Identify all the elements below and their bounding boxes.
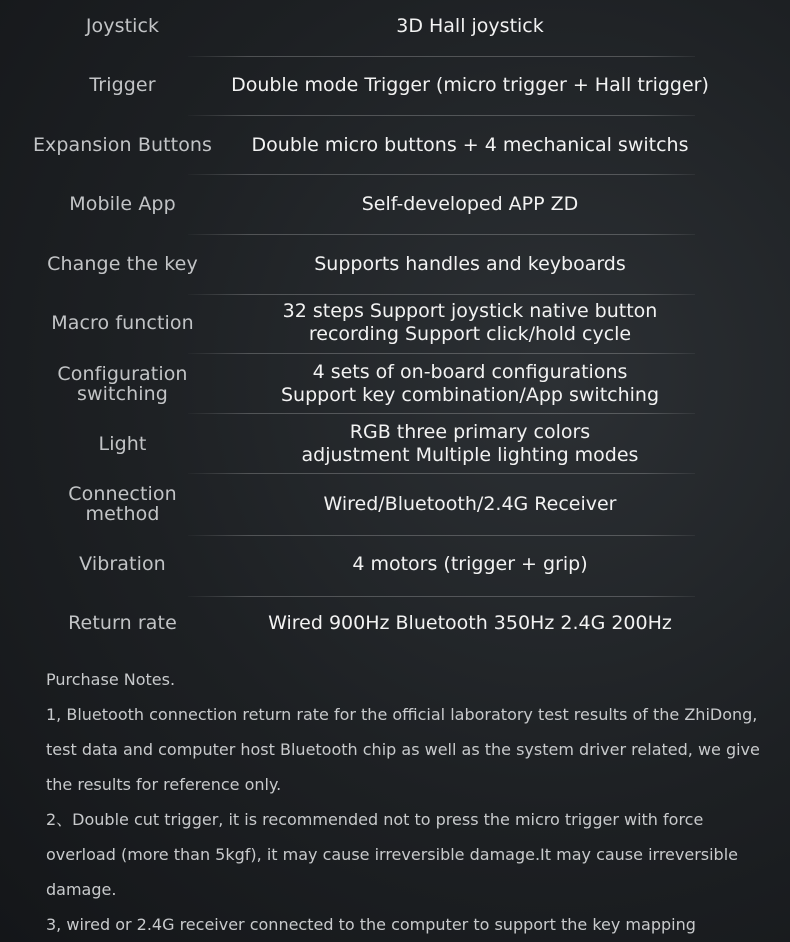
spec-label: Trigger: [89, 74, 156, 96]
row-divider: [188, 413, 695, 414]
spec-label: Change the key: [47, 253, 198, 275]
row-divider: [188, 294, 695, 295]
spec-row-mobile-app: [0, 186, 790, 222]
spec-label: Configuration switching: [57, 363, 188, 405]
spec-row-vibration: [0, 546, 790, 582]
spec-label: Joystick: [85, 15, 160, 37]
spec-value: Double mode Trigger (micro trigger + Hall trigger): [231, 73, 709, 96]
spec-value: RGB three primary colors adjustment Multiple lighting modes: [301, 421, 639, 466]
spec-value: 4 sets of on-board configurations Support key combination/App switching: [280, 361, 660, 406]
spec-value: 32 steps Support joystick native button recording Support click/hold cycle: [282, 300, 658, 345]
spec-row-macro-function: [0, 298, 790, 348]
spec-row-light: [0, 419, 790, 469]
spec-label: Vibration: [79, 553, 166, 575]
notes-title: Purchase Notes.: [46, 670, 176, 689]
spec-value: Self-developed APP ZD: [361, 192, 579, 215]
row-divider: [188, 115, 695, 116]
spec-value: Wired/Bluetooth/2.4G Receiver: [323, 492, 617, 515]
spec-label: Connection method: [68, 483, 177, 525]
spec-value: 4 motors (trigger + grip): [352, 552, 588, 575]
spec-value: Double micro buttons + 4 mechanical switchs: [251, 133, 689, 156]
row-divider: [188, 234, 695, 235]
spec-label: Mobile App: [69, 193, 176, 215]
spec-value: Supports handles and keyboards: [314, 252, 626, 275]
note-item: 1, Bluetooth connection return rate for the official laboratory test results of the ZhiDong, test data and computer host Bluetooth chip as well as the system driver related, we give the results for reference only.: [46, 705, 760, 794]
row-divider: [188, 535, 695, 536]
row-divider: [188, 473, 695, 474]
spec-row-trigger: [0, 67, 790, 103]
row-divider: [188, 56, 695, 57]
spec-label: Expansion Buttons: [32, 134, 213, 156]
spec-row-return-rate: [0, 605, 790, 641]
purchase-notes: [46, 662, 776, 942]
spec-label: Light: [98, 433, 147, 455]
spec-row-change-key: [0, 246, 790, 282]
spec-row-expansion-buttons: [0, 127, 790, 163]
spec-label: Macro function: [51, 312, 194, 334]
spec-row-configuration-switching: [0, 359, 790, 409]
spec-row-joystick: [0, 8, 790, 44]
note-item: 2、Double cut trigger, it is recommended not to press the micro trigger with force overload (more than 5kgf), it may cause irreversible damage.It may cause irreversible damage.: [46, 810, 738, 899]
spec-value: Wired 900Hz Bluetooth 350Hz 2.4G 200Hz: [268, 611, 672, 634]
spec-label: Return rate: [68, 612, 177, 634]
spec-value: 3D Hall joystick: [396, 14, 544, 37]
note-item: 3, wired or 2.4G receiver connected to the computer to support the key mapping: [46, 915, 696, 934]
spec-row-connection-method: [0, 480, 790, 528]
row-divider: [188, 596, 695, 597]
row-divider: [188, 353, 695, 354]
row-divider: [188, 174, 695, 175]
